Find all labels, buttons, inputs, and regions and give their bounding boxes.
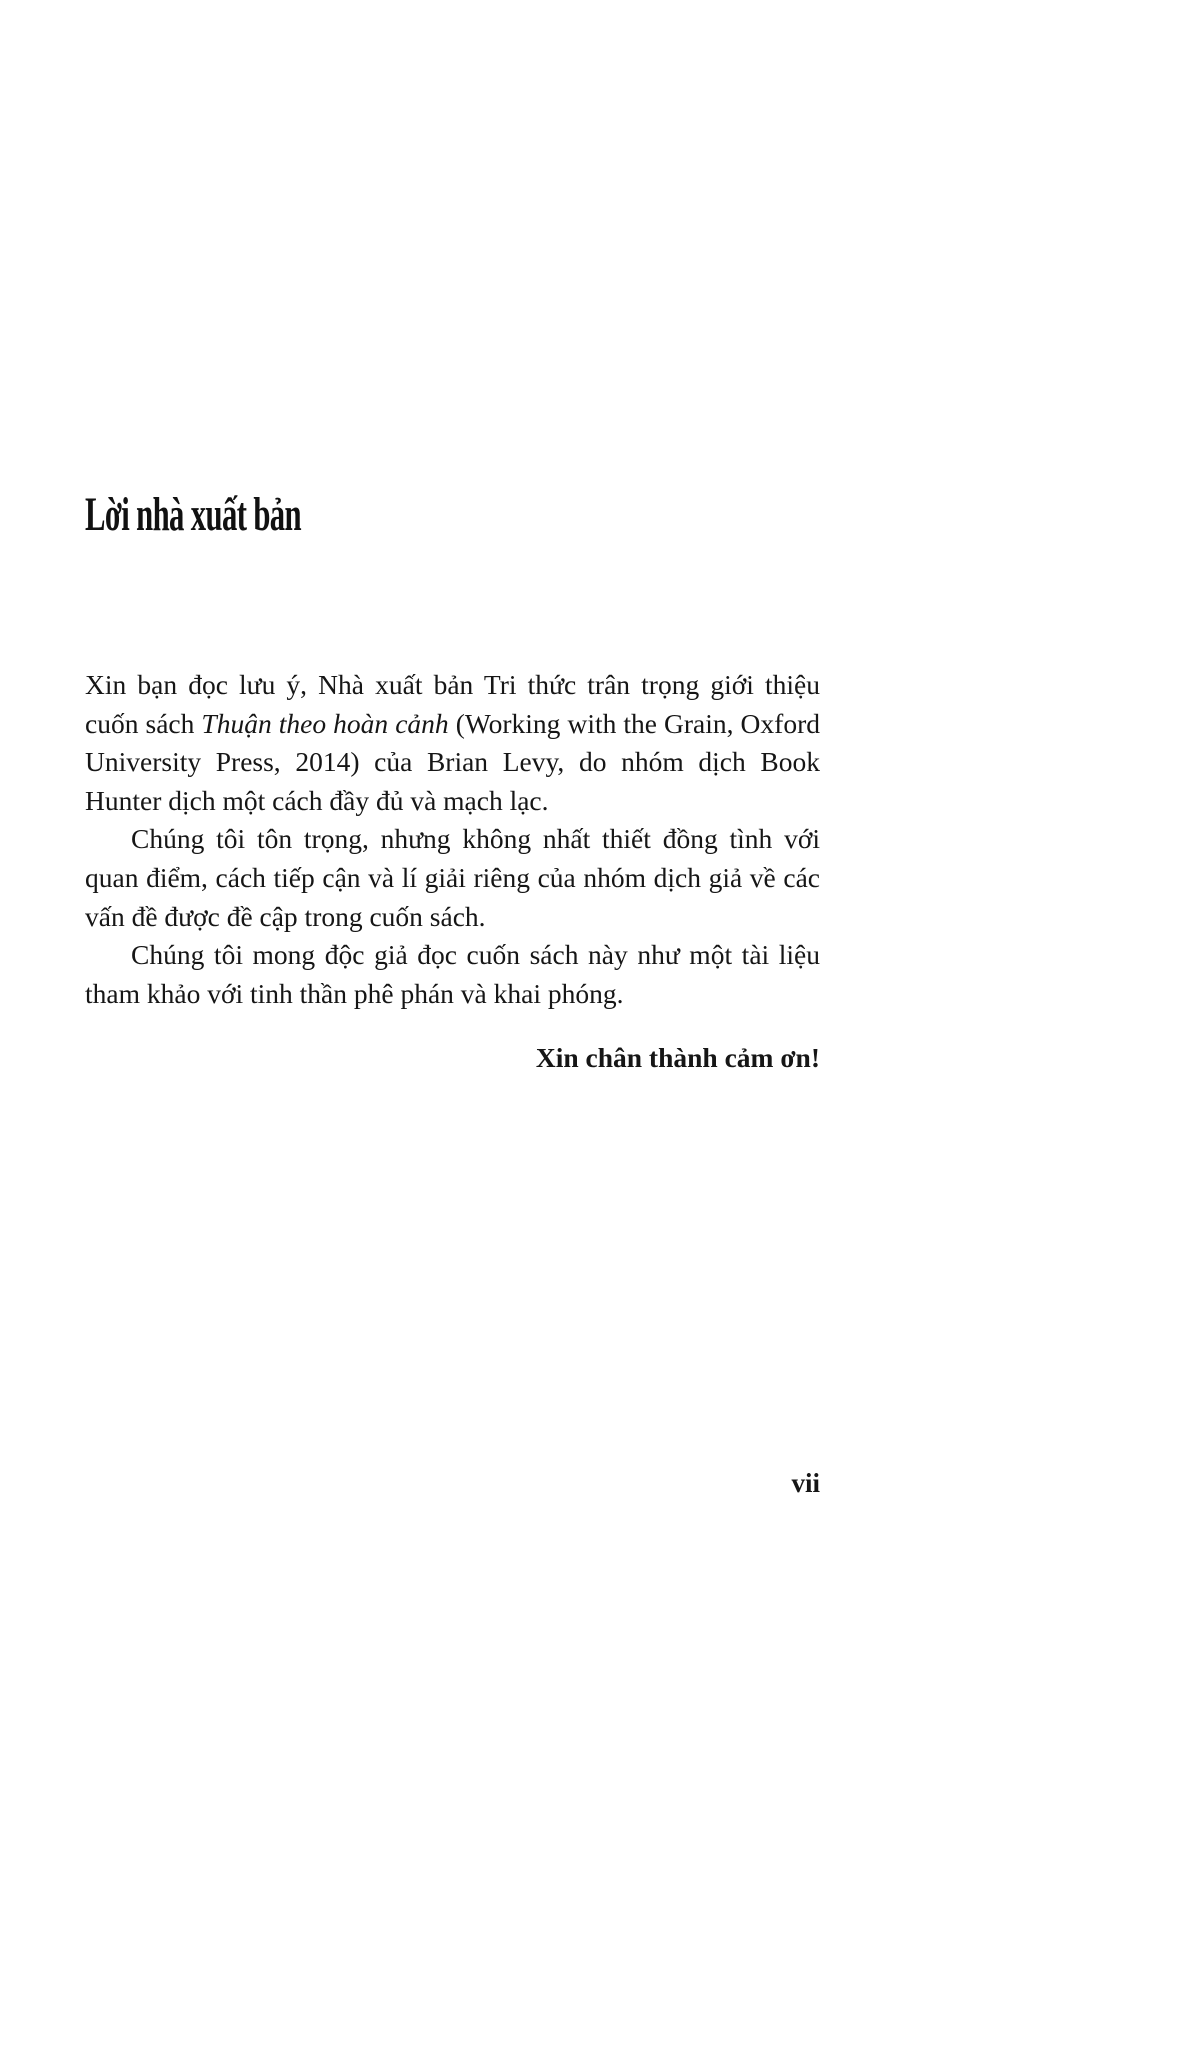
paragraph-1-pre: Xin bạn đọc lưu ý, Nhà xuất bản Tri thức trân trọng giới thiệu cuốn sách xyxy=(85,669,820,739)
paragraph-3: Chúng tôi mong độc giả đọc cuốn sách này như một tài liệu tham khảo với tinh thần phê phán và khai phóng. xyxy=(85,939,820,1009)
paragraph-1-post: (Working with the Grain, Oxford University Press, 2014) của Brian Levy, do nhóm dịch Book Hunter dịch một cách đầy đủ và mạch lạc. xyxy=(85,707,820,816)
closing-line: Xin chân thành cảm ơn! xyxy=(535,1042,820,1074)
paragraph-1 xyxy=(85,666,820,820)
book-title-italic: Thuận theo hoàn cảnh xyxy=(201,707,449,739)
body-text xyxy=(85,666,820,1078)
publisher-note-title: Lời nhà xuất bản xyxy=(85,488,301,541)
paragraph-2: Chúng tôi tôn trọng, nhưng không nhất thiết đồng tình với quan điểm, cách tiếp cận và lí giải riêng của nhóm dịch giả về các vấn đề được đề cập trong cuốn sách. xyxy=(85,823,820,932)
page-number: vii xyxy=(791,1468,820,1498)
